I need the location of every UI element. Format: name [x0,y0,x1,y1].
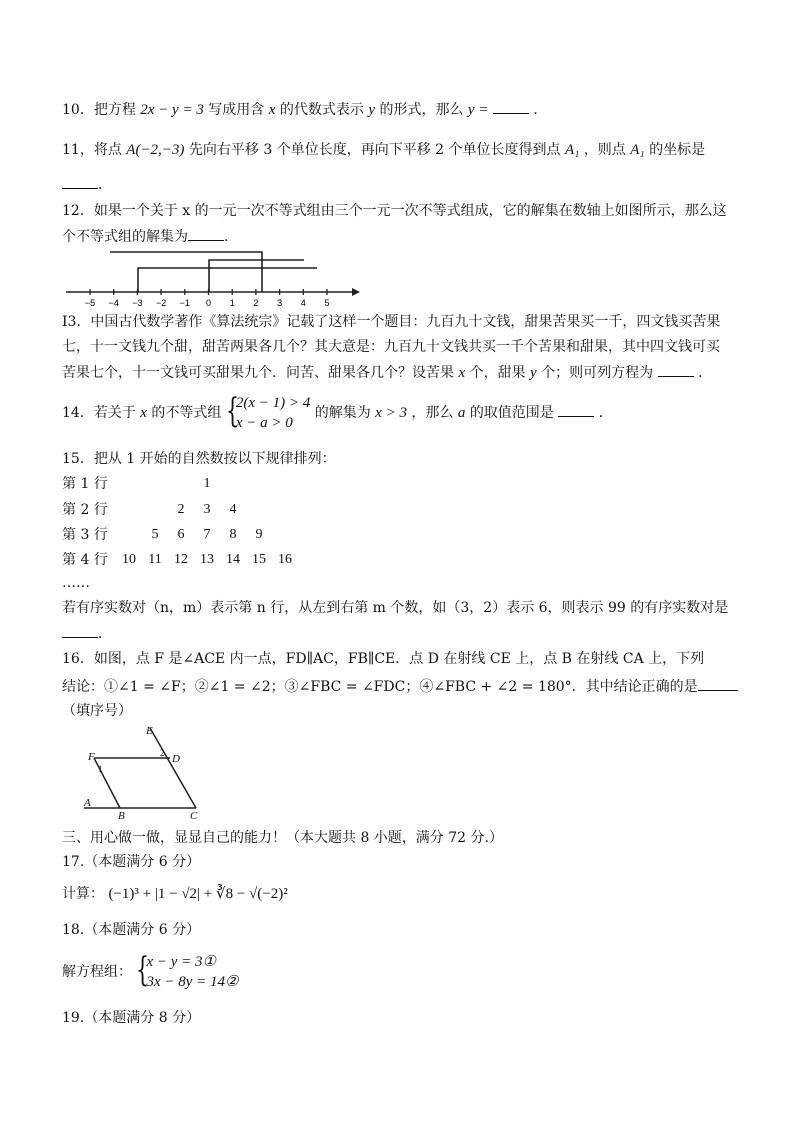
axis-tick-label: −2 [155,298,167,308]
answer-blank [658,362,694,377]
pattern-number: 7 [203,527,211,542]
ray-ce [150,728,196,808]
row-label: 第 2 行 [62,502,108,518]
axis-tick-label: 2 [253,298,259,308]
pattern-row [62,525,263,545]
pattern-number: 4 [229,502,237,517]
axis-tick-label: −3 [132,298,143,308]
number-line-figure [62,248,362,308]
question-16-line1: 16．如图，点 F 是∠ACE 内一点，FD∥AC，FB∥CE．点 D 在射线 CE 上，点 B 在射线 CA 上，下列 [62,651,705,667]
question-15-line-a: 若有序实数对（n，m）表示第 n 行，从左到右第 m 个数，如（3，2）表示 6，则表示 99 的有序实数对是 [62,600,729,616]
bracket-zero [209,260,304,292]
question-13-line1: I3．中国古代数学著作《算法统宗》记载了这样一个题目：九百九十文钱，甜果苦果买一千，四文钱买苦果 [62,314,721,330]
question-11: 11，将点 A(−2,−3) 先向右平移 3 个单位长度，再向下平移 2 个单位长度得到点 A₁ ，则点 A₁ 的坐标是 [62,142,706,158]
pattern-number: 12 [174,552,188,567]
brace-icon: { [225,391,239,431]
pattern-number: 16 [278,552,292,567]
pattern-number: 14 [226,552,240,567]
axis-tick-label: 5 [324,298,330,308]
question-17-title: 17.（本题满分 6 分） [62,854,201,870]
question-16-line2: 结论：①∠1 = ∠F；②∠1 = ∠2；③∠FBC = ∠FDC；④∠FBC + ∠2 = 180°．其中结论正确的是 [62,676,738,697]
question-14: 14．若关于 x 的不等式组 { 2(x − 1) > 4 x − a > 0 的解集为 x > 3 ，那么 a 的取值范围是 ． [62,391,613,431]
label-c: C [190,810,198,822]
answer-blank [558,402,594,417]
answer-blank [188,226,224,241]
pattern-row [62,500,237,520]
pattern-number: 9 [255,527,263,542]
question-12-line2: 个不等式组的解集为 ． [62,226,238,247]
pattern-row [62,474,211,494]
inequality-system: { 2(x − 1) > 4 x − a > 0 [225,391,311,431]
axis-tick-label: −1 [179,298,190,308]
question-11-answer-line: ． [62,174,112,195]
axis-arrow [352,288,360,296]
section-3-title: 三、用心做一做，显显自己的能力！（本大题共 8 小题，满分 72 分.） [62,830,503,846]
answer-blank [62,174,98,189]
label-b: B [118,810,125,822]
equation-system: { x − y = 3① 3x − 8y = 14② [136,950,239,990]
row-label: 第 3 行 [62,527,108,543]
axis-tick-label: 3 [277,298,283,308]
answer-blank [62,623,98,638]
row-label: 第 4 行 [62,552,108,568]
pattern-number: 3 [203,502,211,517]
label-e: E [146,725,153,737]
question-17-expression: 计算： (−1)³ + |1 − √2| + ∛8 − √(−2)² [62,886,288,902]
brace-icon: { [136,950,150,990]
ellipsis: …… [62,575,90,591]
question-19-title: 19.（本题满分 8 分） [62,1010,201,1026]
label-d: D [172,753,180,765]
angle-label-1: 1 [98,764,103,774]
geometry-figure [62,722,212,822]
pattern-number: 11 [148,552,162,567]
pattern-number: 13 [200,552,214,567]
row-label: 第 1 行 [62,476,108,492]
bracket-top [110,252,262,292]
question-15-answer-line: ． [62,623,112,644]
pattern-number: 8 [229,527,237,542]
axis-tick-label: 4 [300,298,306,308]
axis-tick-label: −4 [108,298,119,308]
question-18-system: 解方程组： { x − y = 3① 3x − 8y = 14② [62,950,239,990]
answer-blank [493,99,529,114]
question-12-line1: 12．如果一个关于 x 的一元一次不等式组由三个一元一次不等式组成，它的解集在数轴上如图所示，那么这 [62,203,727,219]
label-f: F [88,751,95,763]
axis-tick-label: 1 [229,298,235,308]
pattern-number: 15 [252,552,266,567]
question-15-title: 15．把从 1 开始的自然数按以下规律排列： [62,451,336,467]
pattern-row [62,550,292,570]
pattern-number: 10 [122,552,136,567]
angle-label-2: 2 [160,748,165,758]
solution-set-lines [110,252,317,292]
pattern-number: 6 [177,527,185,542]
question-18-title: 18.（本题满分 6 分） [62,922,201,938]
question-10: 10．把方程 2x − y = 3 写成用含 x 的代数式表示 y 的形式，那么 y = ． [62,99,547,120]
bracket-left-minus3 [138,268,317,292]
pattern-number: 2 [177,502,185,517]
answer-blank [698,676,738,691]
pattern-number: 1 [203,476,211,491]
question-16-line3: （填序号） [62,703,132,719]
axis-tick-label: −5 [84,298,96,308]
question-13-line3: 苦果七个，十一文钱可买甜果九个．问苦、甜果各几个？设苦果 x 个，甜果 y 个；则可列方程为 ． [62,362,712,383]
question-13-line2: 七，十一文钱九个甜，甜苦两果各几个？其大意是：九百九十文钱共买一千个苦果和甜果，其中四文钱可买 [62,339,720,355]
axis-tick-label: 0 [205,298,212,308]
label-a: A [84,797,91,809]
pattern-number: 5 [151,527,159,542]
